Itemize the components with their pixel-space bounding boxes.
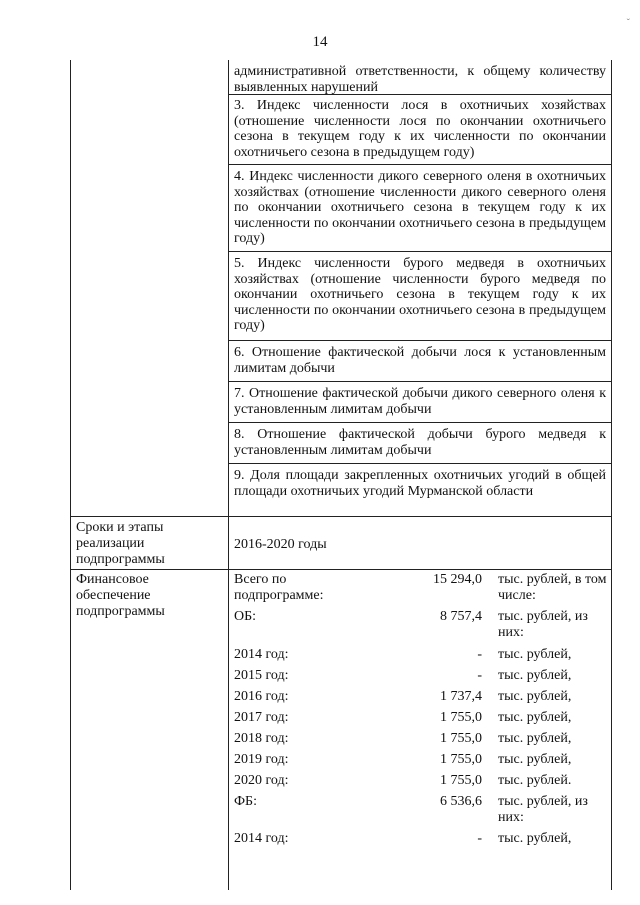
finance-row-name: 2019 год:: [234, 752, 289, 767]
corner-mark: ˇ: [626, 18, 630, 29]
finance-label: Финансовое обеспечение подпрограммы: [76, 572, 165, 619]
finance-row-name: 2016 год:: [234, 689, 289, 704]
finance-row-amount: 1 755,0: [440, 773, 482, 788]
row-divider: [228, 164, 612, 165]
finance-row-amount: -: [477, 647, 482, 662]
row-divider: [70, 516, 612, 517]
finance-row-name: 2015 год:: [234, 668, 289, 683]
row-divider: [70, 569, 612, 570]
finance-row-name: 2014 год:: [234, 831, 289, 846]
row-divider: [228, 340, 612, 341]
page-number: 14: [312, 34, 328, 50]
finance-row-unit: тыс. рублей, из них:: [498, 609, 588, 640]
indicator-item: 3. Индекс численности лося в охотничьих хозяйствах (отношение численности лося по окончании охотничьего сезона в текущем году к их численности по окончании охотничьего сезона в предыдущем году): [234, 98, 606, 160]
finance-row-amount: 1 755,0: [440, 710, 482, 725]
passport-table: [70, 60, 612, 890]
row-divider: [228, 463, 612, 464]
finance-row-amount: 1 755,0: [440, 731, 482, 746]
finance-row-amount: -: [477, 831, 482, 846]
finance-row-unit: тыс. рублей,: [498, 689, 572, 704]
row-divider: [228, 422, 612, 423]
finance-row-name: 2014 год:: [234, 647, 289, 662]
finance-row-name: ФБ:: [234, 794, 257, 809]
indicator-item: административной ответственности, к общему количеству выявленных нарушений: [234, 64, 606, 95]
indicator-item: 8. Отношение фактической добычи бурого медведя к установленным лимитам добычи: [234, 427, 606, 458]
table-border-left: [70, 60, 71, 890]
finance-row-unit: тыс. рублей,: [498, 668, 572, 683]
indicator-item: 9. Доля площади закрепленных охотничьих угодий в общей площади охотничьих угодий Мурманской области: [234, 468, 606, 499]
finance-row-unit: тыс. рублей,: [498, 831, 572, 846]
finance-row-unit: тыс. рублей,: [498, 710, 572, 725]
row-divider: [228, 251, 612, 252]
finance-row-amount: 6 536,6: [440, 794, 482, 809]
table-border-right: [611, 60, 612, 890]
indicator-item: 6. Отношение фактической добычи лося к установленным лимитам добычи: [234, 345, 606, 376]
finance-row-unit: тыс. рублей,: [498, 731, 572, 746]
indicator-item: 5. Индекс численности бурого медведя в охотничьих хозяйствах (отношение численности бурого медведя по окончании охотничьего сезона в текущем году к их численности по окончании охотничьего сезона в предыдущем году): [234, 256, 606, 333]
finance-row-name: 2020 год:: [234, 773, 289, 788]
finance-row-amount: 15 294,0: [433, 572, 482, 587]
row-divider: [228, 381, 612, 382]
finance-row-amount: 8 757,4: [440, 609, 482, 624]
terms-label: Сроки и этапы реализации подпрограммы: [76, 520, 165, 567]
finance-row-unit: тыс. рублей,: [498, 752, 572, 767]
finance-row-name: ОБ:: [234, 609, 257, 624]
terms-value: 2016-2020 годы: [234, 537, 327, 552]
finance-row-name: Всего по подпрограмме:: [234, 572, 324, 603]
indicator-item: 7. Отношение фактической добычи дикого северного оленя к установленным лимитам добычи: [234, 386, 606, 417]
finance-row-unit: тыс. рублей, из них:: [498, 794, 588, 825]
finance-row-unit: тыс. рублей, в том числе:: [498, 572, 607, 603]
indicator-item: 4. Индекс численности дикого северного оленя в охотничьих хозяйствах (отношение численности дикого северного оленя по окончании охотничьего сезона в текущем году к их численности по окончании охотничьего сезона в предыдущем году): [234, 169, 606, 246]
table-column-divider: [228, 60, 229, 890]
finance-row-unit: тыс. рублей.: [498, 773, 572, 788]
finance-row-name: 2017 год:: [234, 710, 289, 725]
finance-row-unit: тыс. рублей,: [498, 647, 572, 662]
finance-row-amount: 1 755,0: [440, 752, 482, 767]
finance-row-amount: 1 737,4: [440, 689, 482, 704]
finance-row-amount: -: [477, 668, 482, 683]
finance-row-name: 2018 год:: [234, 731, 289, 746]
